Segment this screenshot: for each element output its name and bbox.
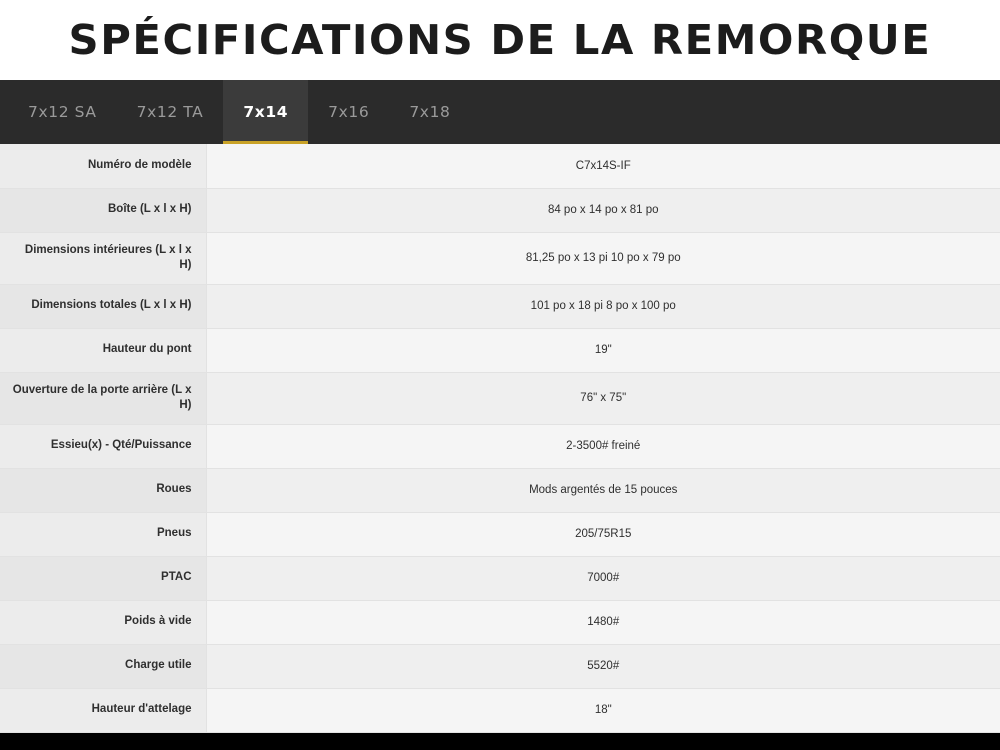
spec-value: 1480# xyxy=(206,600,1000,644)
tab-7x16[interactable] xyxy=(308,80,389,144)
spec-value: 18" xyxy=(206,688,1000,732)
table-row xyxy=(0,372,1000,424)
tab-label: 7x16 xyxy=(328,103,370,121)
tab-label: 7x14 xyxy=(243,103,289,121)
spec-value: Mods argentés de 15 pouces xyxy=(206,468,1000,512)
tab-7x12-sa[interactable] xyxy=(8,80,117,144)
table-row xyxy=(0,688,1000,732)
spec-value: 2-3500# freiné xyxy=(206,424,1000,468)
table-row xyxy=(0,644,1000,688)
spec-label: Boîte (L x l x H) xyxy=(0,188,206,232)
spec-label: PTAC xyxy=(0,556,206,600)
spec-value: 205/75R15 xyxy=(206,512,1000,556)
tab-7x12-ta[interactable] xyxy=(117,80,224,144)
spec-value: 5520# xyxy=(206,644,1000,688)
spec-label: Charge utile xyxy=(0,644,206,688)
spec-label: Pneus xyxy=(0,512,206,556)
page-title: SPÉCIFICATIONS DE LA REMORQUE xyxy=(68,15,932,64)
tab-label: 7x18 xyxy=(409,103,451,121)
tab-7x14[interactable] xyxy=(223,80,308,144)
spec-value: 81,25 po x 13 pi 10 po x 79 po xyxy=(206,232,1000,284)
table-row xyxy=(0,600,1000,644)
tab-label: 7x12 SA xyxy=(28,103,97,121)
spec-value: 84 po x 14 po x 81 po xyxy=(206,188,1000,232)
tab-7x18[interactable] xyxy=(389,80,470,144)
spec-value: 7000# xyxy=(206,556,1000,600)
table-row xyxy=(0,328,1000,372)
spec-label: Hauteur d'attelage xyxy=(0,688,206,732)
spec-label: Dimensions totales (L x l x H) xyxy=(0,284,206,328)
spec-label: Roues xyxy=(0,468,206,512)
spec-label: Poids à vide xyxy=(0,600,206,644)
spec-value: C7x14S-IF xyxy=(206,144,1000,188)
table-row xyxy=(0,232,1000,284)
table-row xyxy=(0,512,1000,556)
table-row xyxy=(0,424,1000,468)
spec-label: Numéro de modèle xyxy=(0,144,206,188)
specifications-table xyxy=(0,144,1000,733)
spec-value: 101 po x 18 pi 8 po x 100 po xyxy=(206,284,1000,328)
table-row xyxy=(0,468,1000,512)
table-row xyxy=(0,188,1000,232)
spec-value: 76" x 75" xyxy=(206,372,1000,424)
spec-label: Dimensions intérieures (L x l x H) xyxy=(0,232,206,284)
spec-label: Essieu(x) - Qté/Puissance xyxy=(0,424,206,468)
spec-label: Ouverture de la porte arrière (L x H) xyxy=(0,372,206,424)
spec-label: Hauteur du pont xyxy=(0,328,206,372)
model-tab-bar xyxy=(0,80,1000,144)
title-band xyxy=(0,0,1000,80)
spec-value: 19" xyxy=(206,328,1000,372)
table-row xyxy=(0,144,1000,188)
table-row xyxy=(0,556,1000,600)
table-row xyxy=(0,284,1000,328)
tab-label: 7x12 TA xyxy=(136,103,204,121)
